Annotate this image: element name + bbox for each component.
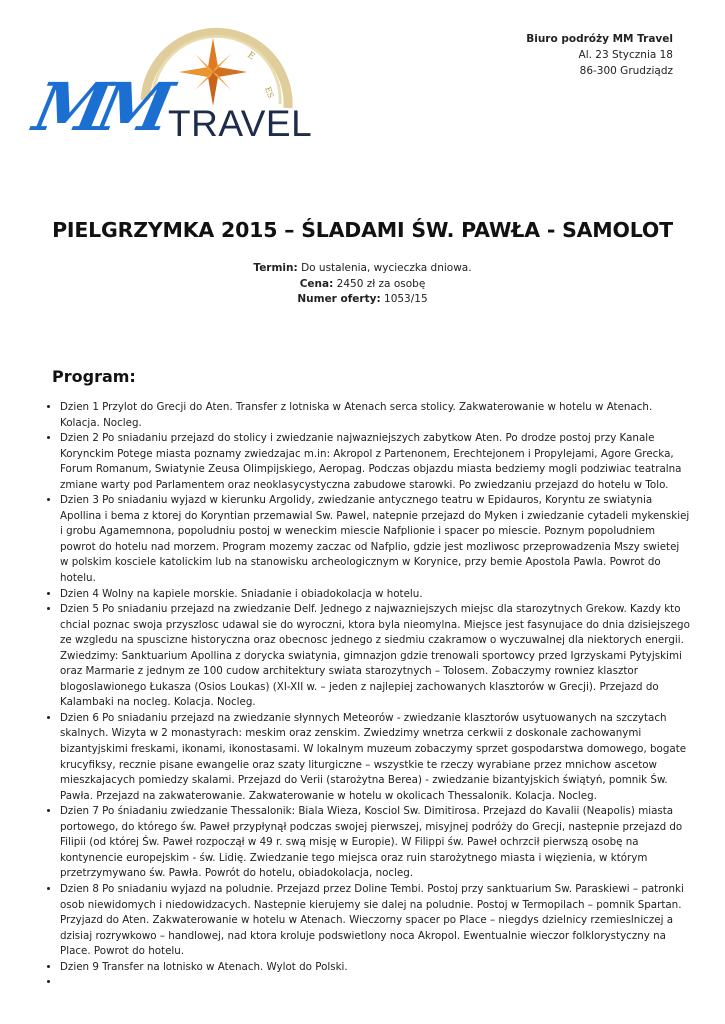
list-item: • Dzien 8 Po sniadaniu wyjazd na poludnie. Przejazd przez Doline Tembi. Postoj przy sanktuarium Sw. Paraskiewi – patronki osob niewidomych i niedowidzacych. Nastepnie kierujemy sie dalej na poludnie. Postoj w Termopilach – pomnik Spartan. Przyjazd do Aten. Zakwaterowanie w hotelu w Atenach. Wieczorny spacer po Place – niegdys dzielnicy rzemieslniczej a dzisiaj rozrywkowo – handlowej, nad ktora kroluje podswietlony noca Akropol. Ewentualnie wieczor folklorystyczny na Place. Powrot do hotelu. [60, 882, 690, 960]
termin-label: Termin: [253, 262, 298, 274]
list-item: • Dzien 9 Transfer na lotnisko w Atenach. Wylot do Polski. [60, 960, 690, 976]
oferta-value: 1053/15 [384, 293, 428, 305]
compass-star-icon [179, 38, 247, 106]
list-item [60, 975, 690, 991]
list-item: • Dzien 2 Po sniadaniu przejazd do stolicy i zwiedzanie najwazniejszych zabytkow Aten. Po drodze postoj przy Kanale Korynckim Potege miasta poznamy zwiedzajac m.in: Akropol z Partenonem, Erechtejonem i Propylejami, Agore Grecka, Forum Romanum, Swiatynie Zeusa Olimpijskiego, Aeropag. Podczas objazdu miasta bedziemy mogli podziwiac teatralna zmiane warty pod Parlamentem oraz neoklasycystyczna zabudowe starowki. Po zwiedzaniu przejazd do hotelu w Tolo. [60, 431, 690, 493]
meta-oferta [0, 292, 725, 308]
cena-value: 2450 zł za osobę [336, 277, 426, 290]
agency-name: Biuro podróży MM Travel [526, 33, 673, 45]
program-list [47, 400, 690, 991]
agency-street: Al. 23 Stycznia 18 [578, 49, 673, 61]
svg-text:ES: ES [263, 85, 276, 100]
logo-mm-letters: MM [27, 67, 171, 146]
program-heading: Program: [52, 367, 136, 386]
agency-address [526, 31, 673, 79]
list-item: • Dzien 3 Po sniadaniu wyjazd w kierunku Argolidy, zwiedzanie antycznego teatru w Epidauros, Koryntu ze swiatynia Apollina i bema z ktorej do Koryntian przemawial Sw. Pawel, natepnie przejazd do Myken i zwiedzanie cytadeli mykenskiej i grobu Agamemnona, popoludniu postoj w weneckim miescie Nafplionie i spacer po miescie. Poznym popoludniem powrot do hotelu nad morzem. Program mozemy zaczac od Nafplio, gdzie jest mozliwosc przeprowadzenia Mszy swietej w polskim kosciele katolickim lub na stanowisku archeologicznym w Korynice, przy bemie Apostola Pawla. Powrot do hotelu. [60, 493, 690, 586]
offer-title: PIELGRZYMKA 2015 – ŚLADAMI ŚW. PAWŁA - SAMOLOT [52, 218, 673, 242]
cena-label: Cena: [299, 277, 334, 290]
meta-cena [0, 277, 725, 293]
list-item: • Dzien 5 Po sniadaniu przejazd na zwiedzanie Delf. Jednego z najwazniejszych miejsc dla starozytnych Grekow. Kazdy kto chcial poznac swoja przyszlosc udawal sie do wyroczni, ktora byla nieomylna. Miejsce jest fasynujace do dnia dzisiejszego ze wzgledu na spuscizne historyczna oraz obecnosc jednego z siedmiu czakramow o wyczuwalnej dla niektorych energii. Zwiedzimy: Sanktuarium Apollina z dorycka swiatynia, gimnazjon gdzie trenowali sportowcy przed Igrzyskami Pytyjskimi oraz Marmarie z jednym ze 100 cudow architektury swiata starozytnych – Tolosem. Zobaczymy rowniez klasztor blogoslawionego Łukasza (Osios Loukas) (XI-XII w. – jeden z najlepiej zachowanych klasztorów w Grecji). Przejazd do Kalambaki na nocleg. Kolacja. Nocleg. [60, 602, 690, 711]
list-item: • Dzien 6 Po sniadaniu przejazd na zwiedzanie słynnych Meteorów - zwiedzanie klasztorów usytuowanych na szczytach skalnych. Wizyta w 2 monastyrach: meskim oraz zenskim. Zwiedzimy wnetrza cerkwii z doskonale zachowanymi bizantyjskimi freskami, ikonami, ikonostasami. W lokalnym muzeum zobaczymy sprzet gospodarstwa domowego, bogate krucyfiksy, recznie pisane ewangelie oraz szaty liturgiczne – wszystkie te rzeczy wyrabiane przez mnichow ascetow mieszkajacych pomiedzy skalami. Przejazd do Verii (starożytna Berea) - zwiedzanie bizantyjskich świątyń, pomnik Św. Pawła. Przejazd na zakwaterowanie. Zakwaterowanie w hotelu w okolicach Thessalonik. Kolacja. Nocleg. [60, 711, 690, 804]
mm-travel-logo [27, 30, 313, 146]
offer-meta [0, 261, 725, 308]
list-item: • Dzien 7 Po śniadaniu zwiedzanie Thessalonik: Biala Wieza, Kosciol Sw. Dimitirosa. Przejazd do Kavalii (Neapolis) miasta portowego, do którego św. Paweł przypłynął podczas swojej pierwszej, misyjnej podróży do Grecji, nastepnie przejazd do Filipii (od której Św. Paweł rozpoczął w 49 r. swą misję w Europie). W Filippi św. Paweł ochrzcił pierwszą osobę na kontynencie europejskim - św. Lidię. Zwiedzanie tego miejsca oraz ruin starożytnego miasta i więzienia, w którym przetrzymywano św. Pawła. Powrót do hotelu, obiadokolacja, nocleg. [60, 804, 690, 882]
svg-text:E: E [245, 50, 257, 63]
agency-city: 86-300 Grudziądz [579, 65, 673, 77]
list-item: • Dzien 1 Przylot do Grecji do Aten. Transfer z lotniska w Atenach serca stolicy. Zakwaterowanie w hotelu w Atenach. Kolacja. Nocleg. [60, 400, 690, 431]
termin-value: Do ustalenia, wycieczka dniowa. [301, 262, 472, 274]
logo-travel-word: TRAVEL [168, 103, 313, 144]
oferta-label: Numer oferty: [297, 293, 381, 305]
list-item: • Dzien 4 Wolny na kapiele morskie. Sniadanie i obiadokolacja w hotelu. [60, 587, 690, 603]
meta-termin [0, 261, 725, 277]
